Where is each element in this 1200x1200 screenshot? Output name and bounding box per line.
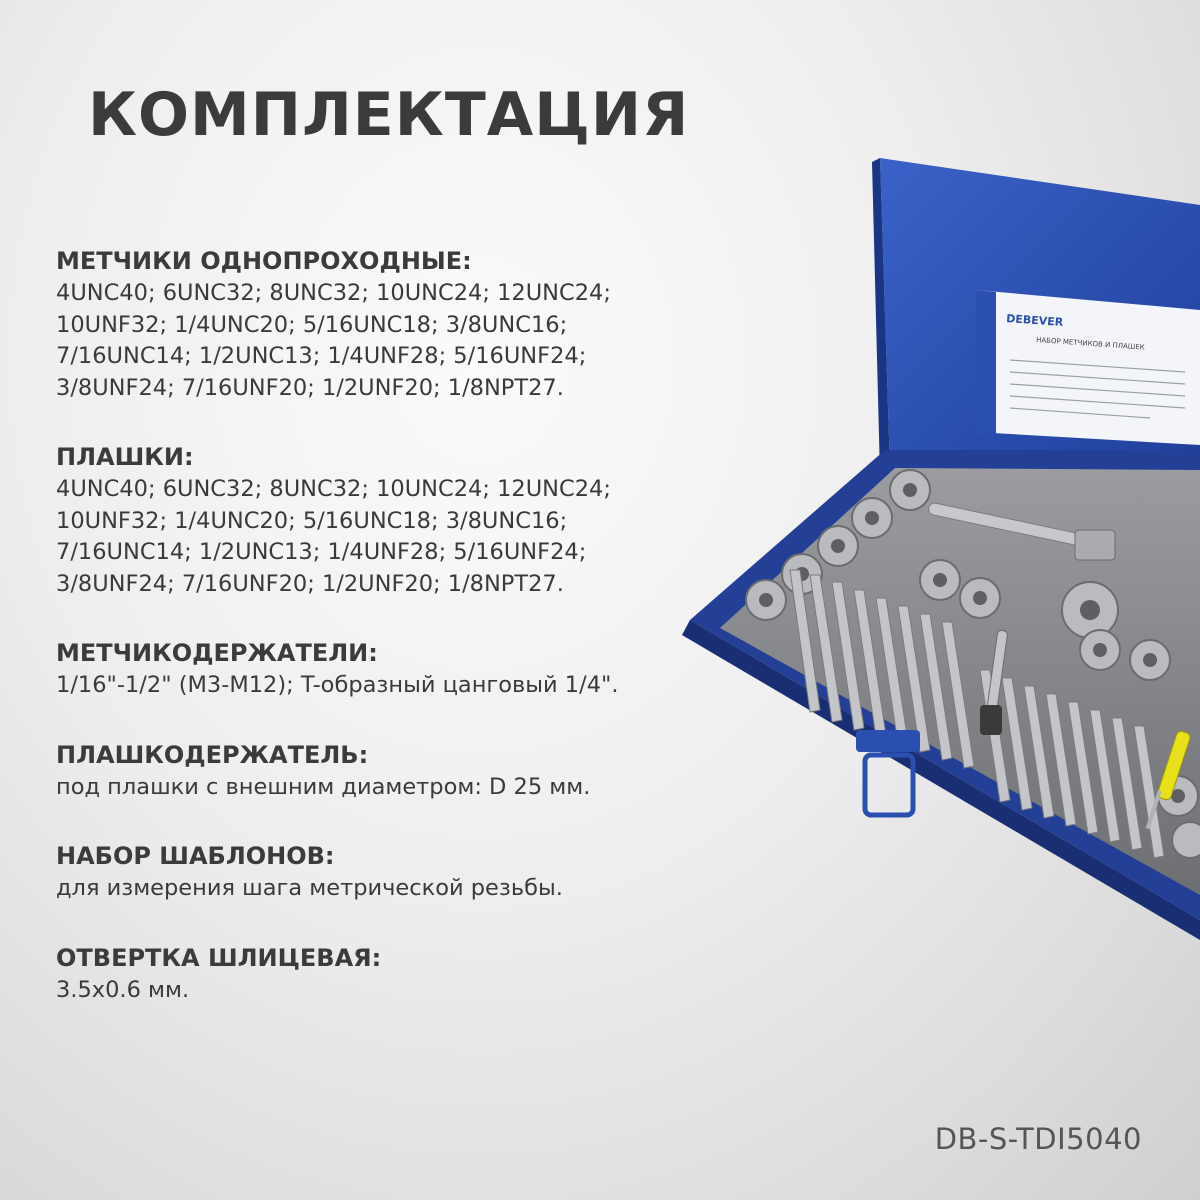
spec-section-die-holder bbox=[56, 738, 756, 804]
spec-section-tap-holders bbox=[56, 636, 756, 702]
section-text: 3/8UNF24; 7/16UNF20; 1/2UNF20; 1/8NPT27. bbox=[56, 570, 564, 597]
section-heading: ПЛАШКИ: bbox=[56, 443, 194, 471]
case-latch bbox=[856, 730, 920, 815]
section-text: 3.5x0.6 мм. bbox=[56, 976, 190, 1003]
section-text: 4UNC40; 6UNC32; 8UNC32; 10UNC24; 12UNC24; bbox=[56, 476, 611, 502]
section-text: 7/16UNC14; 1/2UNC13; 1/4UNF28; 5/16UNF24; bbox=[56, 539, 587, 565]
section-text: 1/16"-1/2" (M3-M12); T-образный цанговый 1/4". bbox=[56, 672, 619, 698]
product-sku: DB-S-TDI5040 bbox=[934, 1122, 1142, 1156]
brand-logo-text: DEBEVER bbox=[1005, 312, 1064, 329]
section-text: 10UNF32; 1/4UNC20; 5/16UNC18; 3/8UNC16; bbox=[56, 507, 568, 534]
spec-section-gauges bbox=[56, 839, 756, 905]
spec-section-dies bbox=[56, 440, 756, 600]
section-text: 3/8UNF24; 7/16UNF20; 1/2UNF20; 1/8NPT27. bbox=[56, 374, 564, 401]
section-text: 4UNC40; 6UNC32; 8UNC32; 10UNC24; 12UNC24; bbox=[56, 280, 611, 306]
page-title: КОМПЛЕКТАЦИЯ bbox=[88, 80, 690, 150]
section-text: 7/16UNC14; 1/2UNC13; 1/4UNF28; 5/16UNF24; bbox=[56, 343, 587, 369]
section-text: для измерения шага метрической резьбы. bbox=[56, 875, 563, 901]
specs-list bbox=[56, 244, 756, 1042]
section-heading: ПЛАШКОДЕРЖАТЕЛЬ: bbox=[56, 740, 369, 769]
tool-case-illustration bbox=[680, 150, 1200, 940]
section-heading: НАБОР ШАБЛОНОВ: bbox=[56, 842, 335, 870]
section-heading: МЕТЧИКИ ОДНОПРОХОДНЫЕ: bbox=[56, 247, 472, 275]
spec-section-taps bbox=[56, 244, 756, 404]
section-text: 10UNF32; 1/4UNC20; 5/16UNC18; 3/8UNC16; bbox=[56, 311, 568, 338]
product-image bbox=[680, 150, 1200, 940]
label-title-text: НАБОР МЕТЧИКОВ И ПЛАШЕК bbox=[1035, 336, 1145, 352]
section-heading: МЕТЧИКОДЕРЖАТЕЛИ: bbox=[56, 639, 378, 667]
spec-section-screwdriver bbox=[56, 941, 756, 1007]
section-text: под плашки с внешним диаметром: D 25 мм. bbox=[56, 773, 591, 800]
section-heading: ОТВЕРТКА ШЛИЦЕВАЯ: bbox=[56, 943, 382, 972]
